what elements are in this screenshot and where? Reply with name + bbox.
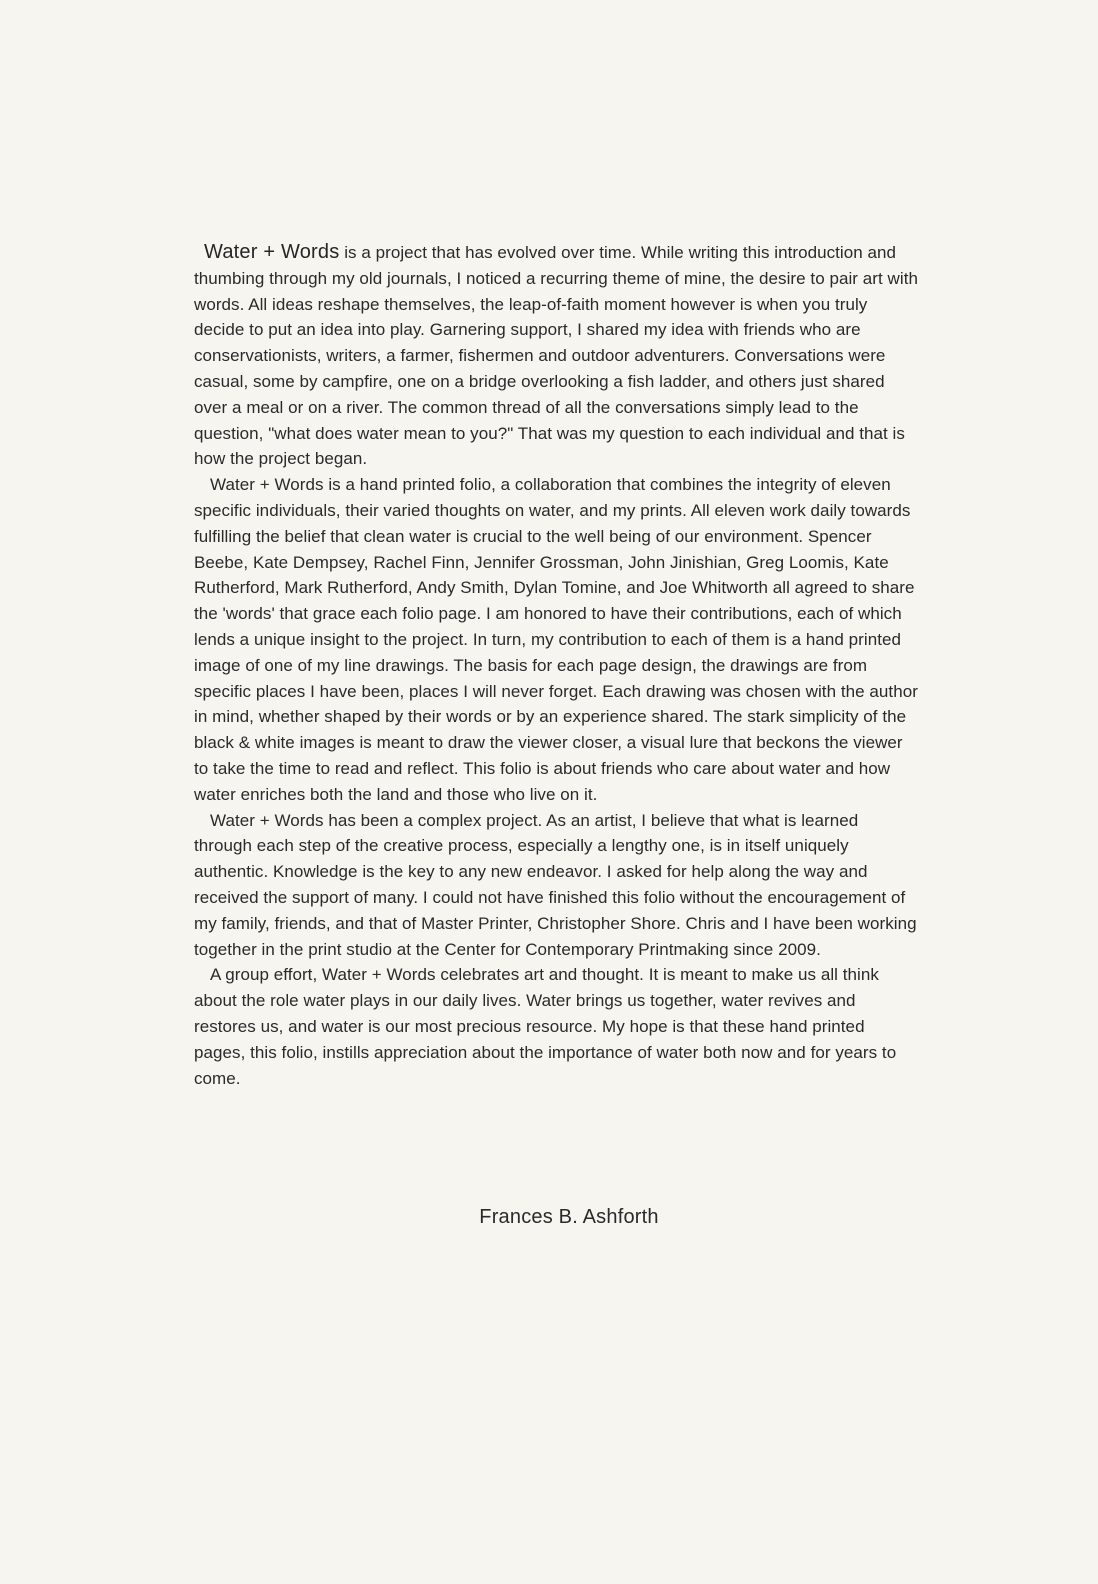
lead-title: Water + Words	[204, 241, 340, 263]
paragraph-3: Water + Words has been a complex project. As an artist, I believe that what is learned through each step of the creative process, especially a lengthy one, is in itself uniquely authentic. Knowledge is the key to any new endeavor. I asked for help along the way and received the support of many. I could not have finished this folio without the encouragement of my family, friends, and that of Master Printer, Christopher Shore. Chris and I have been working together in the print studio at the Center for Contemporary Printmaking since 2009.	[194, 810, 917, 959]
paragraph-1	[194, 240, 918, 472]
paragraph-2: Water + Words is a hand printed folio, a collaboration that combines the integrity of eleven specific individuals, their varied thoughts on water, and my prints. All eleven work daily towards fulfilling the belief that clean water is crucial to the well being of our environment. Spencer Beebe, Kate Dempsey, Rachel Finn, Jennifer Grossman, John Jinishian, Greg Loomis, Kate Rutherford, Mark Rutherford, Andy Smith, Dylan Tomine, and Joe Whitworth all agreed to share the 'words' that grace each folio page. I am honored to have their contributions, each of which lends a unique insight to the project. In turn, my contribution to each of them is a hand printed image of one of my line drawings. The basis for each page design, the drawings are from specific places I have been, places I will never forget. Each drawing was chosen with the author in mind, whether shaped by their words or by an experience shared. The stark simplicity of the black & white images is meant to draw the viewer closer, a visual lure that beckons the viewer to take the time to read and reflect. This folio is about friends who care about water and how water enriches both the land and those who live on it.	[194, 475, 918, 804]
author-signature: Frances B. Ashforth	[479, 1206, 659, 1228]
paragraph-1-body: is a project that has evolved over time. While writing this introduction and thumbing through my old journals, I noticed a recurring theme of mine, the desire to pair art with words. All ideas reshape themselves, the leap-of-faith moment however is when you truly decide to put an idea into play. Garnering support, I shared my idea with friends who are conservationists, writers, a farmer, fishermen and outdoor adventurers. Conversations were casual, some by campfire, one on a bridge overlooking a fish ladder, and others just shared over a meal or on a river. The common thread of all the conversations simply lead to the question, "what does water mean to you?" That was my question to each individual and that is how the project began.	[194, 243, 918, 469]
paragraph-4: A group effort, Water + Words celebrates art and thought. It is meant to make us all think about the role water plays in our daily lives. Water brings us together, water revives and restores us, and water is our most precious resource. My hope is that these hand printed pages, this folio, instills appreciation about the importance of water both now and for years to come.	[194, 965, 897, 1088]
introduction-text	[194, 240, 918, 1091]
